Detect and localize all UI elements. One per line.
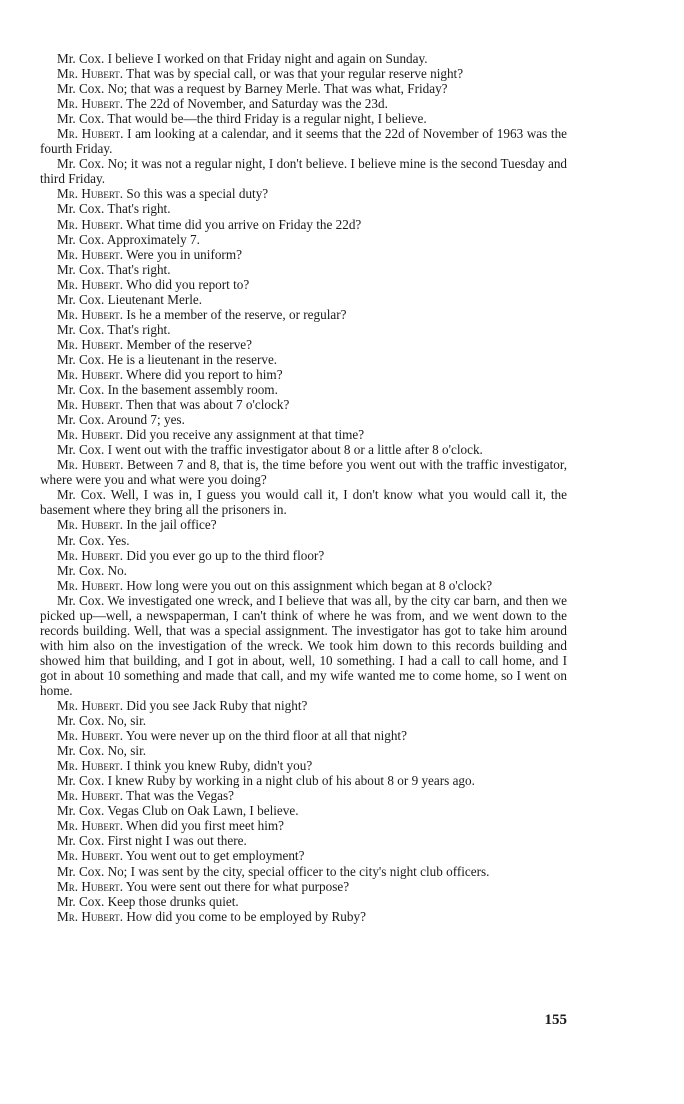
speaker-label: Mr. Hubert. — [57, 66, 124, 82]
speech-text: I knew Ruby by working in a night club of his about 8 or 9 years ago. — [107, 773, 475, 789]
speaker-label: Mr. Hubert. — [57, 547, 124, 563]
speech-text: So this was a special duty? — [126, 186, 269, 202]
testimony-paragraph — [40, 563, 567, 578]
testimony-paragraph — [40, 96, 567, 111]
speech-text: Well, I was in, I guess you would call it, I don't know what you would call it, the basement where they bring all the prisoners in. — [40, 487, 568, 518]
testimony-paragraph — [40, 457, 567, 487]
speaker-label: Mr. Hubert. — [57, 366, 124, 382]
speaker-label: Mr. Cox. — [57, 592, 105, 608]
speech-text: Is he a member of the reserve, or regular? — [126, 306, 347, 322]
testimony-paragraph — [40, 593, 567, 698]
speaker-label: Mr. Hubert. — [57, 758, 124, 774]
speech-text: When did you first meet him? — [126, 818, 285, 834]
page-number: 155 — [544, 1012, 567, 1028]
testimony-paragraph — [40, 698, 567, 713]
testimony-paragraph — [40, 743, 567, 758]
testimony-paragraph — [40, 818, 567, 833]
testimony-paragraph — [40, 548, 567, 563]
speech-text: He is a lieutenant in the reserve. — [107, 351, 278, 367]
testimony-paragraph — [40, 487, 567, 517]
testimony-paragraph — [40, 232, 567, 247]
speech-text: Then that was about 7 o'clock? — [126, 397, 290, 413]
testimony-paragraph — [40, 578, 567, 593]
speech-text: That was by special call, or was that your regular reserve night? — [126, 66, 464, 82]
speech-text: Who did you report to? — [126, 276, 250, 292]
testimony-paragraph — [40, 848, 567, 863]
testimony-paragraph — [40, 352, 567, 367]
speaker-label: Mr. Hubert. — [57, 96, 124, 112]
testimony-paragraph — [40, 713, 567, 728]
speaker-label: Mr. Cox. — [57, 201, 105, 217]
testimony-paragraph — [40, 247, 567, 262]
testimony-paragraph — [40, 442, 567, 457]
speaker-label: Mr. Hubert. — [57, 878, 124, 894]
speech-text: You were sent out there for what purpose? — [125, 878, 350, 894]
speech-text: We investigated one wreck, and I believe that was all, by the city car barn, and then we picked up—well, a newspaperman, I can't think of where he was from, and we went down to the records building. Well, that was a special assignment. The investigator has got to take him around with him also on the investigation of the wreck. We took him down to this records building and showed him that building, and I got in about, well, 10 something. I had a call to call home, and I got in about 10 something and made that call, and my wife wanted me to come home, so I went on home. — [40, 592, 568, 698]
speaker-label: Mr. Hubert. — [57, 306, 124, 322]
transcript-body — [40, 51, 567, 924]
speech-text: I am looking at a calendar, and it seems that the 22d of November of 1963 was the fourth Friday. — [40, 126, 568, 157]
speech-text: Did you see Jack Ruby that night? — [126, 698, 308, 714]
speaker-label: Mr. Hubert. — [57, 908, 124, 924]
speech-text: I went out with the traffic investigator about 8 or a little after 8 o'clock. — [107, 442, 483, 458]
speaker-label: Mr. Cox. — [57, 442, 105, 458]
speaker-label: Mr. Cox. — [57, 773, 105, 789]
speech-text: I believe I worked on that Friday night and again on Sunday. — [107, 51, 428, 66]
speech-text: You went out to get employment? — [125, 848, 305, 864]
speech-text: That was the Vegas? — [126, 788, 234, 804]
testimony-paragraph — [40, 51, 567, 66]
speaker-label: Mr. Hubert. — [57, 457, 124, 473]
testimony-paragraph — [40, 292, 567, 307]
speaker-label: Mr. Hubert. — [57, 126, 124, 142]
testimony-paragraph — [40, 217, 567, 232]
speech-text: That's right. — [107, 321, 171, 337]
speaker-label: Mr. Hubert. — [57, 186, 124, 202]
speaker-label: Mr. Hubert. — [57, 427, 124, 443]
speech-text: Did you ever go up to the third floor? — [126, 547, 325, 563]
testimony-paragraph — [40, 833, 567, 848]
speech-text: No, sir. — [107, 743, 147, 759]
testimony-paragraph — [40, 864, 567, 879]
speaker-label: Mr. Cox. — [57, 743, 105, 759]
speech-text: How long were you out on this assignment which began at 8 o'clock? — [126, 577, 493, 593]
speech-text: Lieutenant Merle. — [107, 291, 203, 307]
speaker-label: Mr. Cox. — [57, 713, 105, 729]
speaker-label: Mr. Cox. — [57, 382, 105, 398]
speaker-label: Mr. Cox. — [57, 562, 105, 578]
speaker-label: Mr. Cox. — [57, 412, 105, 428]
speaker-label: Mr. Hubert. — [57, 216, 124, 232]
testimony-paragraph — [40, 728, 567, 743]
speech-text: First night I was out there. — [107, 833, 247, 849]
testimony-paragraph — [40, 533, 567, 548]
speech-text: No. — [107, 562, 127, 578]
speaker-label: Mr. Hubert. — [57, 818, 124, 834]
speech-text: What time did you arrive on Friday the 22d? — [126, 216, 362, 232]
speaker-label: Mr. Hubert. — [57, 276, 124, 292]
testimony-paragraph — [40, 337, 567, 352]
testimony-paragraph — [40, 367, 567, 382]
speech-text: Keep those drunks quiet. — [107, 893, 239, 909]
speaker-label: Mr. Cox. — [57, 532, 105, 548]
testimony-paragraph — [40, 382, 567, 397]
testimony-paragraph — [40, 66, 567, 81]
testimony-paragraph — [40, 262, 567, 277]
testimony-paragraph — [40, 81, 567, 96]
speaker-label: Mr. Hubert. — [57, 517, 124, 533]
speaker-label: Mr. Hubert. — [57, 577, 124, 593]
speaker-label: Mr. Hubert. — [57, 788, 124, 804]
speech-text: No; I was sent by the city, special officer to the city's night club officers. — [107, 863, 490, 879]
speaker-label: Mr. Hubert. — [57, 728, 124, 744]
speech-text: Yes. — [107, 532, 130, 548]
speaker-label: Mr. Cox. — [57, 863, 105, 879]
speaker-label: Mr. Hubert. — [57, 698, 124, 714]
testimony-paragraph — [40, 322, 567, 337]
testimony-paragraph — [40, 156, 567, 186]
speaker-label: Mr. Hubert. — [57, 397, 124, 413]
speaker-label: Mr. Cox. — [57, 261, 105, 277]
testimony-paragraph — [40, 126, 567, 156]
testimony-paragraph — [40, 201, 567, 216]
speech-text: Were you in uniform? — [126, 246, 242, 262]
speech-text: I think you knew Ruby, didn't you? — [126, 758, 313, 774]
speech-text: The 22d of November, and Saturday was the 23d. — [126, 96, 388, 112]
speaker-label: Mr. Cox. — [57, 111, 105, 127]
speech-text: No, sir. — [107, 713, 147, 729]
speech-text: You were never up on the third floor at all that night? — [125, 728, 407, 744]
speaker-label: Mr. Cox. — [57, 893, 105, 909]
testimony-paragraph — [40, 517, 567, 532]
speech-text: That would be—the third Friday is a regular night, I believe. — [107, 111, 427, 127]
speech-text: No; it was not a regular night, I don't believe. I believe mine is the second Tuesday and third Friday. — [40, 156, 568, 187]
speaker-label: Mr. Hubert. — [57, 848, 124, 864]
speech-text: Approximately 7. — [106, 231, 200, 247]
speaker-label: Mr. Cox. — [57, 351, 105, 367]
testimony-paragraph — [40, 186, 567, 201]
speech-text: In the basement assembly room. — [107, 382, 278, 398]
speech-text: Did you receive any assignment at that time? — [126, 427, 365, 443]
speaker-label: Mr. Cox. — [57, 231, 105, 247]
speaker-label: Mr. Cox. — [57, 51, 105, 66]
testimony-paragraph — [40, 412, 567, 427]
speaker-label: Mr. Cox. — [57, 833, 105, 849]
testimony-paragraph — [40, 879, 567, 894]
testimony-paragraph — [40, 803, 567, 818]
speaker-label: Mr. Cox. — [57, 81, 105, 97]
testimony-paragraph — [40, 758, 567, 773]
speaker-label: Mr. Cox. — [57, 487, 106, 503]
speaker-label: Mr. Hubert. — [57, 336, 124, 352]
speech-text: In the jail office? — [126, 517, 217, 533]
testimony-paragraph — [40, 307, 567, 322]
speaker-label: Mr. Cox. — [57, 291, 105, 307]
testimony-paragraph — [40, 788, 567, 803]
testimony-paragraph — [40, 909, 567, 924]
testimony-paragraph — [40, 277, 567, 292]
speech-text: Around 7; yes. — [106, 412, 185, 428]
speaker-label: Mr. Hubert. — [57, 246, 124, 262]
speech-text: Between 7 and 8, that is, the time before you went out with the traffic investigator, where were you and what were you doing? — [40, 457, 567, 488]
speech-text: Vegas Club on Oak Lawn, I believe. — [107, 803, 299, 819]
speech-text: That's right. — [107, 261, 171, 277]
testimony-paragraph — [40, 773, 567, 788]
speaker-label: Mr. Cox. — [57, 156, 105, 172]
speaker-label: Mr. Cox. — [57, 321, 105, 337]
speech-text: How did you come to be employed by Ruby? — [126, 908, 366, 924]
testimony-paragraph — [40, 397, 567, 412]
testimony-paragraph — [40, 427, 567, 442]
speech-text: No; that was a request by Barney Merle. That was what, Friday? — [107, 81, 448, 97]
speaker-label: Mr. Cox. — [57, 803, 105, 819]
testimony-paragraph — [40, 111, 567, 126]
testimony-paragraph — [40, 894, 567, 909]
speech-text: Member of the reserve? — [126, 336, 252, 352]
speech-text: That's right. — [107, 201, 171, 217]
speech-text: Where did you report to him? — [126, 366, 283, 382]
